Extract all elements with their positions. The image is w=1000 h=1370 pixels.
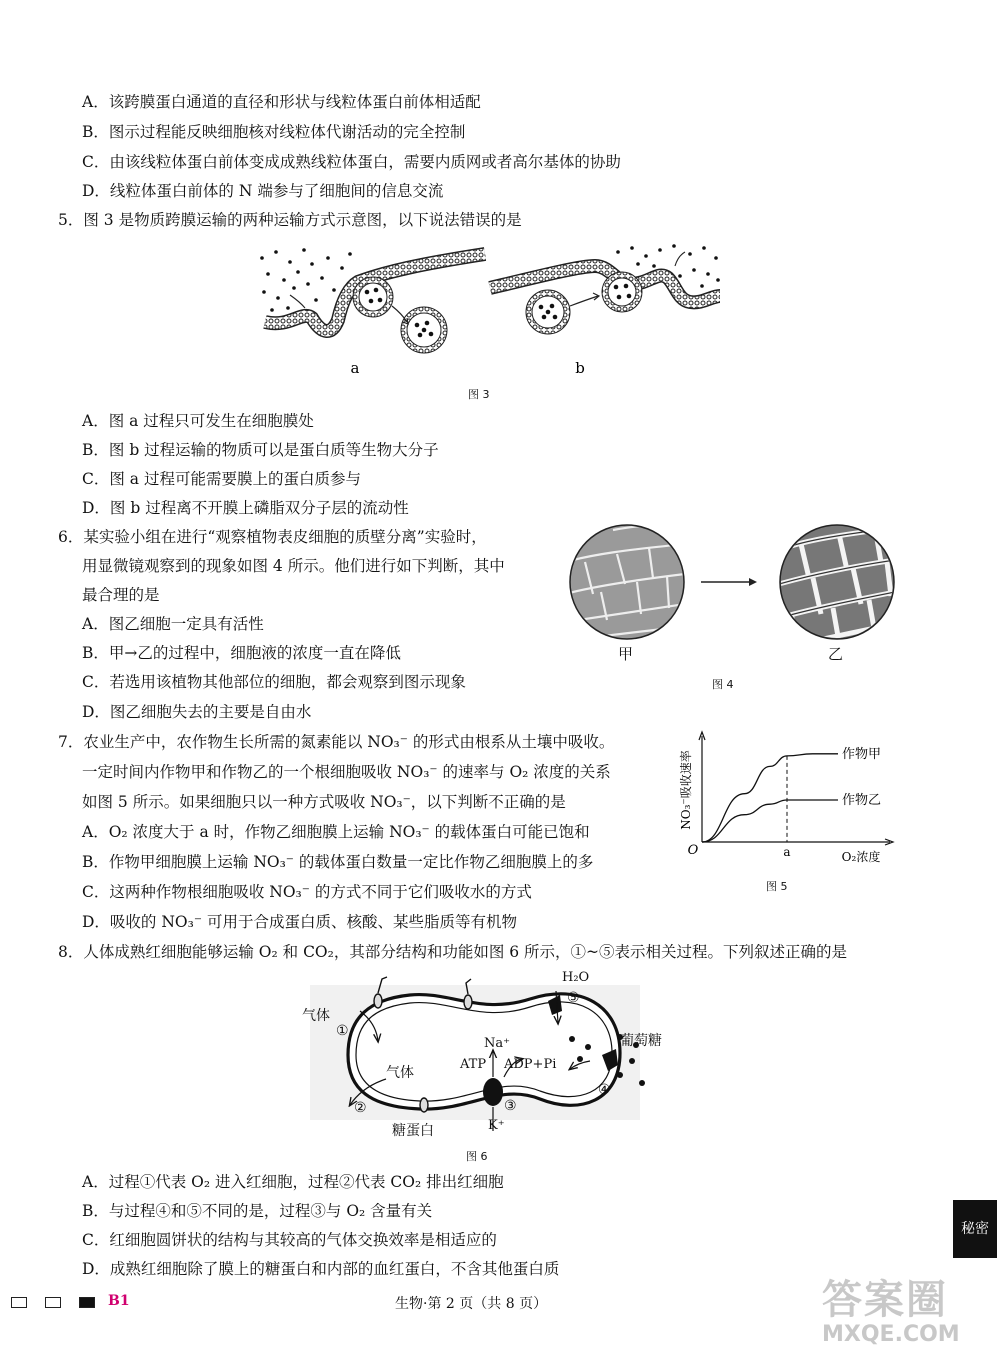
figure-6-gas-label-2: 气体 — [386, 1065, 414, 1081]
chart-y-label: NO₃⁻吸收速率 — [679, 750, 693, 830]
figure-6-glycoprotein-label: 糖蛋白 — [392, 1123, 434, 1139]
figure-6-caption: 图 6 — [466, 1150, 488, 1163]
q4-option-c: C．由该线粒体蛋白前体变成成熟线粒体蛋白，需要内质网或者高尔基体的协助 — [82, 153, 621, 171]
figure-3-label-b: b — [575, 359, 585, 377]
figure-6-glucose-label: 葡萄糖 — [620, 1033, 662, 1049]
q7-option-b: B．作物甲细胞膜上运输 NO₃⁻ 的载体蛋白数量一定比作物乙细胞膜上的多 — [82, 853, 594, 871]
series-label-2: 作物乙 — [842, 793, 882, 808]
figure-3-caption: 图 3 — [468, 388, 490, 401]
q7-option-d: D．吸收的 NO₃⁻ 可用于合成蛋白质、核酸、某些脂质等有机物 — [82, 913, 517, 931]
footer-page-number: 生物·第 2 页（共 8 页） — [395, 1296, 548, 1312]
chart-x-label: O₂浓度 — [841, 850, 881, 864]
watermark-url: MXQE.COM — [822, 1322, 960, 1347]
figure-6-adp-label: ADP+Pi — [504, 1057, 557, 1072]
sodium-potassium-pump-icon — [483, 1078, 503, 1106]
figure-4-label-jia: 甲 — [618, 645, 634, 663]
q7-stem-line2: 一定时间内作物甲和作物乙的一个根细胞吸收 NO₃⁻ 的速率与 O₂ 浓度的关系 — [82, 763, 611, 781]
q6-option-c: C．若选用该植物其他部位的细胞，都会观察到图示现象 — [82, 673, 466, 691]
figure-6-process-5: ⑤ — [567, 990, 580, 1006]
q7-option-c: C．这两种作物根细胞吸收 NO₃⁻ 的方式不同于它们吸收水的方式 — [82, 883, 532, 901]
q7-stem-line1: 7．农业生产中，农作物生长所需的氮素能以 NO₃⁻ 的形式由根系从土壤中吸收。 — [58, 733, 615, 751]
q4-option-b: B．图示过程能反映细胞核对线粒体代谢活动的完全控制 — [82, 123, 466, 141]
q6-option-a: A．图乙细胞一定具有活性 — [82, 615, 264, 633]
q8-stem: 8．人体成熟红细胞能够运输 O₂ 和 CO₂，其部分结构和功能如图 6 所示，①~⑤表示相关过程。下列叙述正确的是 — [58, 943, 848, 961]
figure-5-chart — [675, 730, 900, 880]
footer-square-icon — [11, 1297, 27, 1308]
q5-option-a: A．图 a 过程只可发生在细胞膜处 — [82, 412, 314, 430]
q5-stem: 5．图 3 是物质跨膜运输的两种运输方式示意图，以下说法错误的是 — [58, 211, 522, 229]
confidential-tab: 秘密 — [953, 1200, 997, 1258]
q8-option-a: A．过程①代表 O₂ 进入红细胞，过程②代表 CO₂ 排出红细胞 — [82, 1173, 504, 1191]
figure-6-atp-label: ATP — [460, 1057, 487, 1072]
figure-6-gas-label-1: 气体 — [302, 1008, 330, 1024]
q6-stem-line3: 最合理的是 — [82, 586, 160, 604]
q5-option-d: D．图 b 过程离不开膜上磷脂双分子层的流动性 — [82, 499, 409, 517]
watermark-logo-text: 答案圈 — [822, 1277, 948, 1323]
figure-6-na-label: Na⁺ — [484, 1036, 510, 1051]
figure-4-micrographs — [565, 522, 905, 647]
q7-option-a: A．O₂ 浓度大于 a 时，作物乙细胞膜上运输 NO₃⁻ 的载体蛋白可能已饱和 — [82, 823, 590, 841]
footer-paper-code: B1 — [108, 1293, 130, 1309]
q8-option-b: B．与过程④和⑤不同的是，过程③与 O₂ 含量有关 — [82, 1202, 433, 1220]
q5-option-c: C．图 a 过程可能需要膜上的蛋白质参与 — [82, 470, 361, 488]
series-label-1: 作物甲 — [842, 746, 882, 762]
chart-x-tick-a: a — [783, 845, 791, 859]
q6-option-d: D．图乙细胞失去的主要是自由水 — [82, 703, 312, 721]
figure-6-process-2: ② — [354, 1100, 367, 1116]
q4-option-d: D．线粒体蛋白前体的 N 端参与了细胞间的信息交流 — [82, 182, 444, 200]
figure-5-caption: 图 5 — [766, 880, 788, 893]
figure-6-k-label: K⁺ — [488, 1118, 505, 1133]
q6-stem-line2: 用显微镜观察到的现象如图 4 所示。他们进行如下判断，其中 — [82, 557, 505, 575]
q4-option-a: A．该跨膜蛋白通道的直径和形状与线粒体蛋白前体相适配 — [82, 93, 481, 111]
q6-stem-line1: 6．某实验小组在进行“观察植物表皮细胞的质壁分离”实验时， — [58, 528, 487, 546]
q8-option-d: D．成熟红细胞除了膜上的糖蛋白和内部的血红蛋白，不含其他蛋白质 — [82, 1260, 560, 1278]
q5-option-b: B．图 b 过程运输的物质可以是蛋白质等生物大分子 — [82, 441, 439, 459]
figure-6-h2o-label: H₂O — [562, 970, 590, 985]
q8-option-c: C．红细胞圆饼状的结构与其较高的气体交换效率是相适应的 — [82, 1231, 497, 1249]
figure-6-red-blood-cell — [290, 965, 680, 1140]
figure-6-process-4: ④ — [598, 1082, 611, 1098]
figure-6-process-3: ③ — [504, 1098, 517, 1114]
footer-square-icon — [45, 1297, 61, 1308]
footer-filled-square-icon — [79, 1297, 95, 1308]
q6-option-b: B．甲→乙的过程中，细胞液的浓度一直在降低 — [82, 644, 401, 662]
figure-4-caption: 图 4 — [712, 678, 734, 691]
figure-3-membrane-transport — [250, 240, 730, 380]
figure-6-process-1: ① — [336, 1023, 349, 1039]
chart-origin-label: O — [687, 843, 699, 858]
watermark — [822, 1278, 960, 1348]
figure-3-label-a: a — [350, 359, 360, 377]
figure-4-label-yi: 乙 — [828, 645, 844, 663]
q7-stem-line3: 如图 5 所示。如果细胞只以一种方式吸收 NO₃⁻，以下判断不正确的是 — [82, 793, 566, 811]
